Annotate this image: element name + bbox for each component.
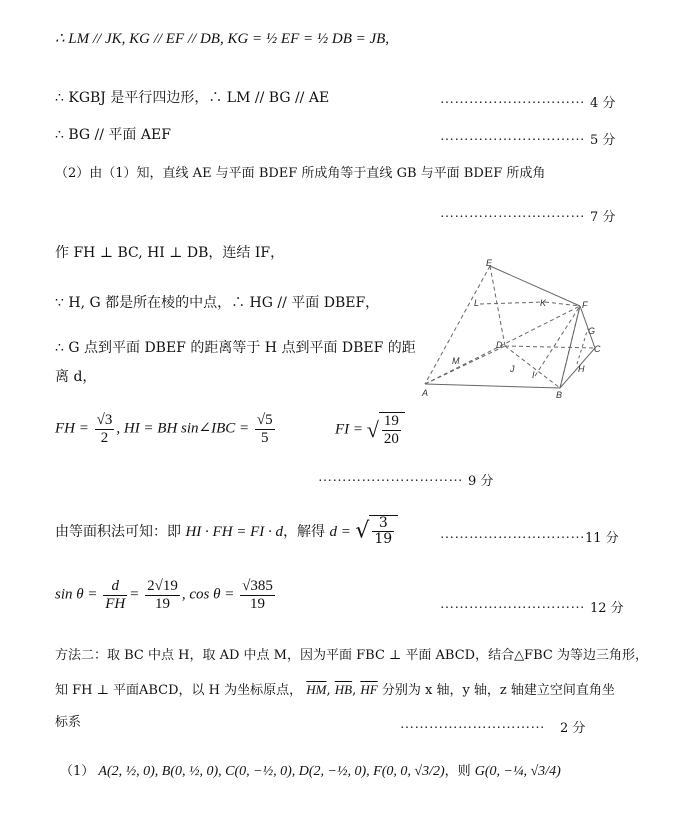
coordinates-text: G(0, −¼, √3/4) bbox=[474, 764, 561, 779]
score-label-4: 9 分 bbox=[468, 474, 494, 489]
fraction bbox=[95, 412, 115, 446]
statement-text: 作 FH ⊥ BC, HI ⊥ DB，连结 IF， bbox=[55, 245, 285, 261]
vector-label: $\overline{HF}$ bbox=[360, 682, 378, 697]
numerator: √3 bbox=[96, 412, 113, 428]
statement-line-13: 知 FH ⊥ 平面ABCD，以 H 为坐标原点， $\overline{HM}$, $\overline{HB}$, $\overline{HF}$ 分别为 x 轴，y 轴，z 轴建立空间直角坐 bbox=[55, 682, 615, 698]
score-dots-3: ………………………… bbox=[440, 206, 585, 221]
score-dots-1: ………………………… bbox=[440, 92, 585, 107]
numerator: √385 bbox=[242, 578, 273, 594]
score-dots-2: ………………………… bbox=[440, 129, 585, 144]
formula-text: , HI = BH sin∠IBC = bbox=[116, 420, 250, 437]
score-label-6: 12 分 bbox=[590, 601, 624, 616]
fraction bbox=[145, 578, 180, 612]
figure-label: A bbox=[422, 388, 429, 398]
score-dots-5: ………………………… bbox=[440, 527, 585, 542]
formula-text: , cos θ = bbox=[181, 586, 235, 603]
figure-label: E bbox=[486, 258, 493, 268]
figure-label: C bbox=[594, 344, 601, 354]
formula-text: sin θ = bbox=[55, 586, 98, 603]
formula-line-sin bbox=[55, 578, 277, 612]
geometry-figure bbox=[420, 258, 610, 400]
figure-label: M bbox=[452, 356, 460, 366]
score-dots-4: ………………………… bbox=[318, 470, 463, 485]
statement-text: ，解得 bbox=[283, 523, 326, 540]
denominator: 5 bbox=[261, 429, 269, 446]
fraction bbox=[372, 516, 394, 548]
figure-label: J bbox=[510, 364, 515, 374]
formula-text: d = bbox=[329, 523, 351, 540]
statement-line-12 bbox=[55, 648, 648, 664]
statement-text: （1） bbox=[60, 764, 95, 779]
numerator: 19 bbox=[383, 413, 399, 429]
formula-text: FI = bbox=[335, 421, 364, 438]
score-label-2: 5 分 bbox=[590, 133, 616, 148]
statement-line-8 bbox=[55, 369, 96, 386]
numerator: √5 bbox=[256, 412, 273, 428]
statement-text: 标系 bbox=[55, 715, 82, 730]
statement-line-1 bbox=[55, 30, 389, 48]
figure-label: D bbox=[496, 340, 503, 350]
statement-line-6 bbox=[55, 295, 379, 312]
statement-text: ，则 bbox=[444, 764, 471, 779]
figure-label: F bbox=[582, 300, 588, 310]
vector-label: $\overline{HM}$ bbox=[306, 682, 327, 697]
statement-line-14 bbox=[55, 715, 81, 731]
denominator: 20 bbox=[383, 430, 399, 447]
score-dots-6: ………………………… bbox=[440, 597, 585, 612]
statement-line-7 bbox=[55, 340, 416, 357]
fraction bbox=[240, 578, 275, 612]
statement-text: 由等面积法可知：即 bbox=[55, 523, 181, 540]
figure-label: H bbox=[578, 364, 585, 374]
score-dots-7: ………………………… bbox=[400, 717, 545, 732]
numerator: 3 bbox=[372, 516, 394, 532]
score-label-5: 11 分 bbox=[585, 531, 619, 546]
formula-line-fh bbox=[55, 412, 277, 446]
statement-line-5 bbox=[55, 245, 284, 262]
statement-line-3 bbox=[55, 127, 171, 144]
denominator: 19 bbox=[249, 595, 265, 612]
statement-text: 分别为 x 轴，y 轴，z 轴建立空间直角坐 bbox=[381, 683, 615, 698]
statement-text: 离 d， bbox=[55, 369, 97, 385]
coordinates-line bbox=[60, 764, 561, 781]
denominator: 2 bbox=[100, 429, 109, 446]
numerator: d bbox=[103, 578, 127, 596]
score-label-7: 2 分 bbox=[560, 721, 586, 736]
statement-text: 方法二：取 BC 中点 H，取 AD 中点 M，因为平面 FBC ⊥ 平面 ABCD，结合△FBC 为等边三角形， bbox=[55, 648, 648, 663]
figure-label: L bbox=[474, 298, 480, 308]
statement-text: ∴ KGBJ 是平行四边形，∴ LM // BG // AE bbox=[55, 90, 330, 106]
fraction bbox=[382, 413, 401, 447]
formula-line-fi: FI = √ $\frac{19}{20}$ bbox=[335, 412, 405, 447]
figure-label: K bbox=[540, 298, 547, 308]
vector-label: $\overline{HB}$ bbox=[334, 682, 353, 697]
denominator: 19 bbox=[154, 595, 170, 612]
formula-text: HI · FH = FI · d bbox=[185, 523, 284, 540]
figure-label: G bbox=[588, 326, 596, 336]
statement-text: 知 FH ⊥ 平面ABCD，以 H 为坐标原点， bbox=[55, 683, 303, 698]
statement-text: ∴ BG // 平面 AEF bbox=[55, 127, 171, 143]
fraction bbox=[255, 412, 275, 446]
statement-text: ∴ LM // JK, KG // EF // DB, KG = ½ EF = ½ DB = JB, bbox=[55, 31, 390, 47]
statement-line-2 bbox=[55, 90, 329, 107]
fraction bbox=[103, 578, 127, 612]
formula-text: = bbox=[129, 586, 140, 603]
score-label-3: 7 分 bbox=[590, 210, 616, 225]
figure-label: B bbox=[556, 390, 563, 400]
figure-label: I bbox=[532, 370, 535, 380]
coordinates-text: A(2, ½, 0), B(0, ½, 0), C(0, −½, 0), D(2, −½, 0), F(0, 0, √3/2) bbox=[98, 764, 445, 779]
statement-line-4 bbox=[55, 166, 545, 182]
numerator: 2√19 bbox=[147, 578, 178, 594]
statement-text: （2）由（1）知，直线 AE 与平面 BDEF 所成角等于直线 GB 与平面 BDEF 所成角 bbox=[55, 166, 546, 181]
formula-text: FH = bbox=[55, 420, 89, 437]
denominator: 19 bbox=[374, 531, 393, 548]
denominator: FH bbox=[105, 595, 126, 612]
formula-line-d: 由等面积法可知：即 HI · FH = FI · d，解得 d = √ $\frac{3}{19}$ bbox=[55, 515, 398, 548]
statement-text: ∴ G 点到平面 DBEF 的距离等于 H 点到平面 DBEF 的距 bbox=[55, 340, 416, 356]
statement-text: ∵ H, G 都是所在棱的中点，∴ HG // 平面 DBEF， bbox=[55, 295, 380, 311]
score-label-1: 4 分 bbox=[590, 96, 616, 111]
